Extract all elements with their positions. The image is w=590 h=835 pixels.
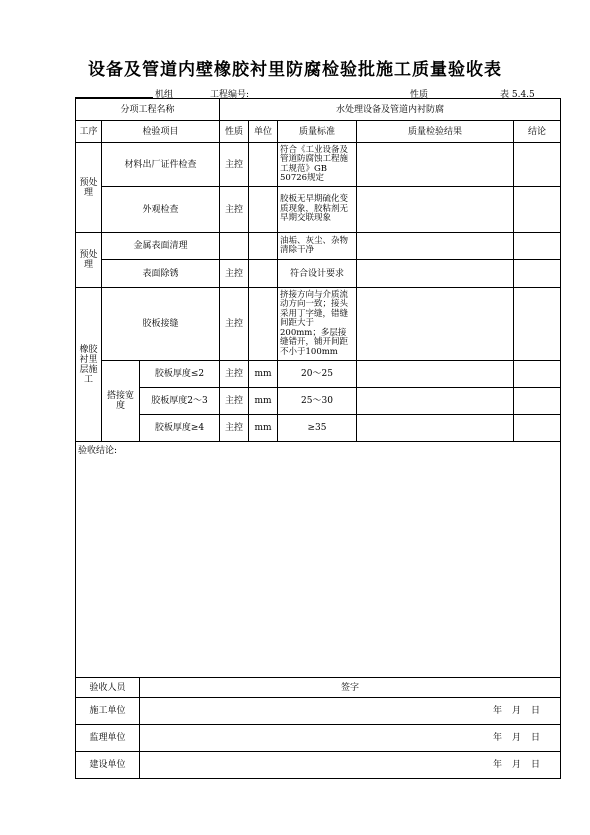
row-conclusion[interactable] xyxy=(514,388,561,415)
signoff-row xyxy=(76,725,561,752)
table-row xyxy=(76,187,561,233)
col-item: 检验项目 xyxy=(102,121,220,143)
sub-project-value[interactable]: 水处理设备及管道内衬防腐 xyxy=(220,99,561,121)
row-unit xyxy=(249,233,278,260)
row-item: 胶板厚度≤2 xyxy=(140,361,220,388)
day-label: 日 xyxy=(531,760,541,770)
supervision-unit-date[interactable] xyxy=(140,725,561,752)
row-unit: mm xyxy=(249,361,278,388)
group-pretreatment-1: 预处理 xyxy=(76,143,102,233)
supervision-unit-label: 监理单位 xyxy=(76,725,140,752)
signoff-row xyxy=(76,698,561,725)
month-label: 月 xyxy=(512,760,522,770)
row-nature: 主控 xyxy=(220,415,249,442)
row-conclusion[interactable] xyxy=(514,233,561,260)
sub-project-label: 分项工程名称 xyxy=(76,99,220,121)
year-label: 年 xyxy=(493,706,503,716)
row-unit xyxy=(249,143,278,187)
inspector-row xyxy=(76,678,561,698)
row-item: 外观检查 xyxy=(102,187,220,233)
row-standard: 符合设计要求 xyxy=(278,260,357,288)
month-label: 月 xyxy=(512,706,522,716)
row-result[interactable] xyxy=(357,415,514,442)
group-overlap-width: 搭接宽度 xyxy=(102,361,140,442)
inspection-table xyxy=(75,98,561,779)
nature-label: 性质 xyxy=(410,90,429,100)
row-conclusion[interactable] xyxy=(514,187,561,233)
row-standard: 油垢、灰尘、杂物清除干净 xyxy=(278,233,357,260)
column-header-row xyxy=(76,121,561,143)
row-unit xyxy=(249,187,278,233)
col-unit: 单位 xyxy=(249,121,278,143)
row-standard: 胶板无早期硫化变质现象，胶粘剂无早期交联现象 xyxy=(278,187,357,233)
unit-label: 机组 xyxy=(155,90,174,100)
table-row xyxy=(76,143,561,187)
row-standard: ≥35 xyxy=(278,415,357,442)
row-nature xyxy=(220,233,249,260)
row-unit xyxy=(249,288,278,361)
row-standard: 20～25 xyxy=(278,361,357,388)
table-row xyxy=(76,388,561,415)
owner-unit-label: 建设单位 xyxy=(76,752,140,779)
row-unit xyxy=(249,260,278,288)
row-nature: 主控 xyxy=(220,187,249,233)
page-title: 设备及管道内壁橡胶衬里防腐检验批施工质量验收表 xyxy=(88,60,502,80)
row-item: 胶板接缝 xyxy=(102,288,220,361)
group-rubber-lining: 橡胶衬里层施工 xyxy=(76,288,102,442)
table-row xyxy=(76,415,561,442)
sub-project-row xyxy=(76,99,561,121)
inspector-label: 验收人员 xyxy=(76,678,140,698)
row-result[interactable] xyxy=(357,288,514,361)
table-row xyxy=(76,361,561,388)
row-nature: 主控 xyxy=(220,288,249,361)
row-item: 胶板厚度2～3 xyxy=(140,388,220,415)
year-label: 年 xyxy=(493,733,503,743)
row-conclusion[interactable] xyxy=(514,260,561,288)
row-nature: 主控 xyxy=(220,361,249,388)
row-result[interactable] xyxy=(357,260,514,288)
row-result[interactable] xyxy=(357,388,514,415)
row-conclusion[interactable] xyxy=(514,361,561,388)
table-row xyxy=(76,288,561,361)
table-row xyxy=(76,233,561,260)
col-conclusion: 结论 xyxy=(514,121,561,143)
month-label: 月 xyxy=(512,733,522,743)
col-result: 质量检验结果 xyxy=(357,121,514,143)
signature-label[interactable]: 签字 xyxy=(140,678,561,698)
owner-unit-date[interactable] xyxy=(140,752,561,779)
row-nature: 主控 xyxy=(220,388,249,415)
row-standard: 挤接方向与介质流动方向一致；接头采用丁字缝，错缝间距大于200mm；多层接缝错开，铺开间距不小于100mm xyxy=(278,288,357,361)
row-conclusion[interactable] xyxy=(514,143,561,187)
day-label: 日 xyxy=(531,706,541,716)
row-conclusion[interactable] xyxy=(514,415,561,442)
table-no: 表 5.4.5 xyxy=(500,90,535,100)
acceptance-conclusion[interactable]: 验收结论: xyxy=(76,442,561,678)
row-item: 胶板厚度≥4 xyxy=(140,415,220,442)
col-standard: 质量标准 xyxy=(278,121,357,143)
project-no-label: 工程编号: xyxy=(210,90,250,100)
construction-unit-date[interactable] xyxy=(140,698,561,725)
construction-unit-label: 施工单位 xyxy=(76,698,140,725)
row-item: 金属表面清理 xyxy=(102,233,220,260)
row-standard: 25～30 xyxy=(278,388,357,415)
row-result[interactable] xyxy=(357,361,514,388)
row-nature: 主控 xyxy=(220,143,249,187)
year-label: 年 xyxy=(493,760,503,770)
row-result[interactable] xyxy=(357,143,514,187)
row-unit: mm xyxy=(249,388,278,415)
row-result[interactable] xyxy=(357,233,514,260)
row-nature: 主控 xyxy=(220,260,249,288)
day-label: 日 xyxy=(531,733,541,743)
row-result[interactable] xyxy=(357,187,514,233)
row-item: 表面除锈 xyxy=(102,260,220,288)
acceptance-row xyxy=(76,442,561,678)
row-standard: 符合《工业设备及管道防腐蚀工程施工规范》GB 50726规定 xyxy=(278,143,357,187)
group-pretreatment-2: 预处理 xyxy=(76,233,102,288)
row-item: 材料出厂证件检查 xyxy=(102,143,220,187)
table-row xyxy=(76,260,561,288)
col-process: 工序 xyxy=(76,121,102,143)
row-conclusion[interactable] xyxy=(514,288,561,361)
row-unit: mm xyxy=(249,415,278,442)
signoff-row xyxy=(76,752,561,779)
col-nature: 性质 xyxy=(220,121,249,143)
